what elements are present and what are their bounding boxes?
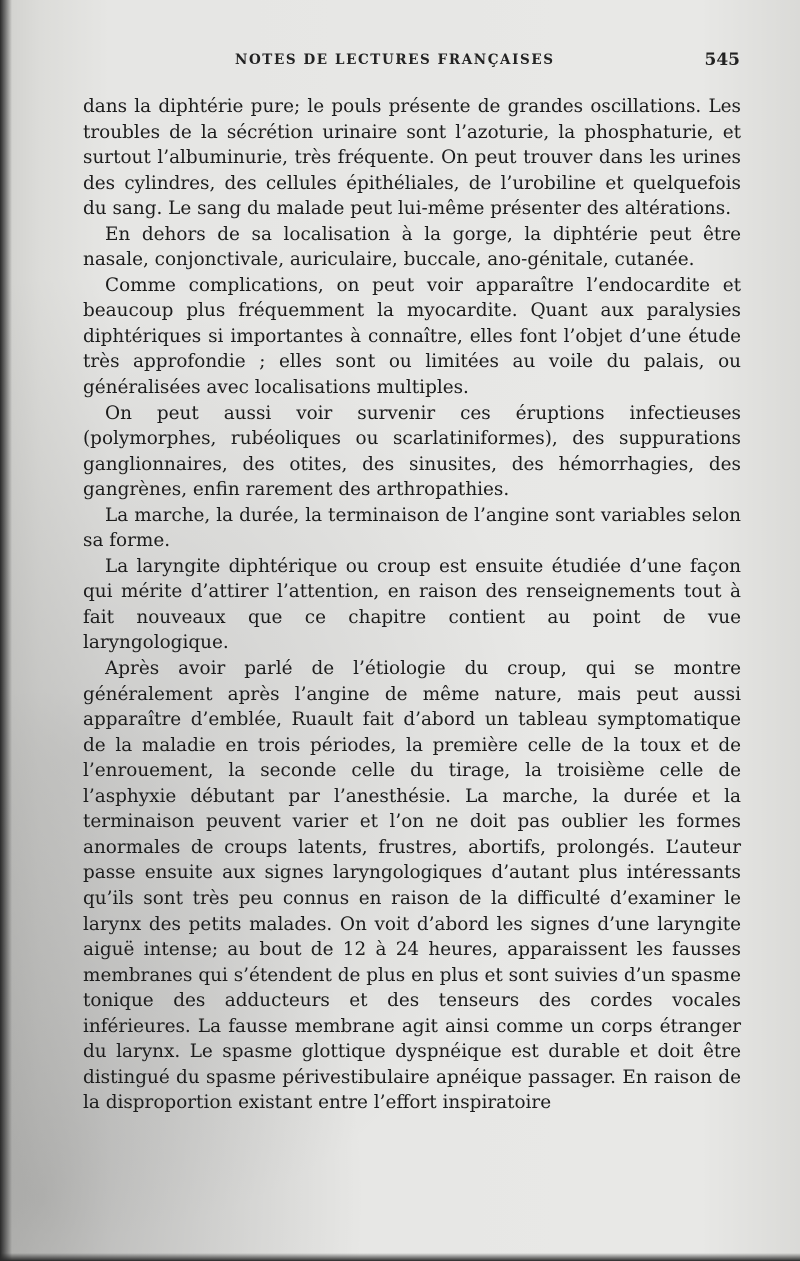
body-text: [83, 94, 741, 1116]
paragraph: La laryngite diphtérique ou croup est ensuite étudiée d’une façon qui mérite d’attirer l’attention, en raison des renseignements tout à fait nouveaux que ce chapitre contient au point de vue laryngologique.: [83, 555, 741, 654]
paragraph: La marche, la durée, la terminaison de l’angine sont variables selon sa forme.: [83, 504, 741, 552]
page-header: [80, 52, 740, 76]
paragraph: dans la diphtérie pure; le pouls présente de grandes oscillations. Les troubles de la sécrétion urinaire sont l’azoturie, la phosphaturie, et surtout l’albuminurie, très fréquente. On peut trouver dans les urines des cylindres, des cellules épithéliales, de l’urobiline et quelquefois du sang. Le sang du malade peut lui-même présenter des altérations.: [83, 96, 741, 220]
paragraph: On peut aussi voir survenir ces éruptions infectieuses (polymorphes, rubéoliques ou scarlatiniformes), des suppurations ganglionnaires, des otites, des sinusites, des hémorrhagies, des gangrènes, enfin rarement des arthropathies.: [83, 402, 741, 501]
paragraph: En dehors de sa localisation à la gorge, la diphtérie peut être nasale, conjonctivale, auriculaire, buccale, ano-génitale, cutanée.: [83, 223, 741, 271]
running-title: NOTES DE LECTURES FRANÇAISES: [235, 52, 555, 68]
page-number: 545: [704, 50, 740, 70]
page-edge-shadow: [0, 0, 12, 1261]
paragraph: Comme complications, on peut voir apparaître l’endocardite et beaucoup plus fréquemment la myocardite. Quant aux paralysies diphtériques si importantes à connaître, elles font l’objet d’une étude très approfondie ; elles sont ou limitées au voile du palais, ou généralisées avec localisations multiples.: [83, 274, 741, 399]
paragraph: Après avoir parlé de l’étiologie du croup, qui se montre généralement après l’angine de même nature, mais peut aussi apparaître d’emblée, Ruault fait d’abord un tableau symptomatique de la maladie en trois périodes, la première celle de la toux et de l’enrouement, la seconde celle du tirage, la troisième celle de l’asphyxie débutant par l’anesthésie. La marche, la durée et la terminaison peuvent varier et l’on ne doit pas oublier les formes anormales de croups latents, frustres, abortifs, prolongés. L’auteur passe ensuite aux signes laryngologiques d’autant plus intéressants qu’ils sont très peu connus en raison de la difficulté d’examiner le larynx des petits malades. On voit d’abord les signes d’une laryngite aiguë intense; au bout de 12 à 24 heures, apparaissent les fausses membranes qui s’étendent de plus en plus et sont suivies d’un spasme tonique des adducteurs et des tenseurs des cordes vocales inférieures. La fausse membrane agit ainsi comme un corps étranger du larynx. Le spasme glottique dyspnéique est durable et doit être distingué du spasme périvestibulaire apnéique passager. En raison de la disproportion existant entre l’effort inspiratoire: [83, 658, 741, 1114]
page-bottom-shadow: [0, 1253, 800, 1261]
